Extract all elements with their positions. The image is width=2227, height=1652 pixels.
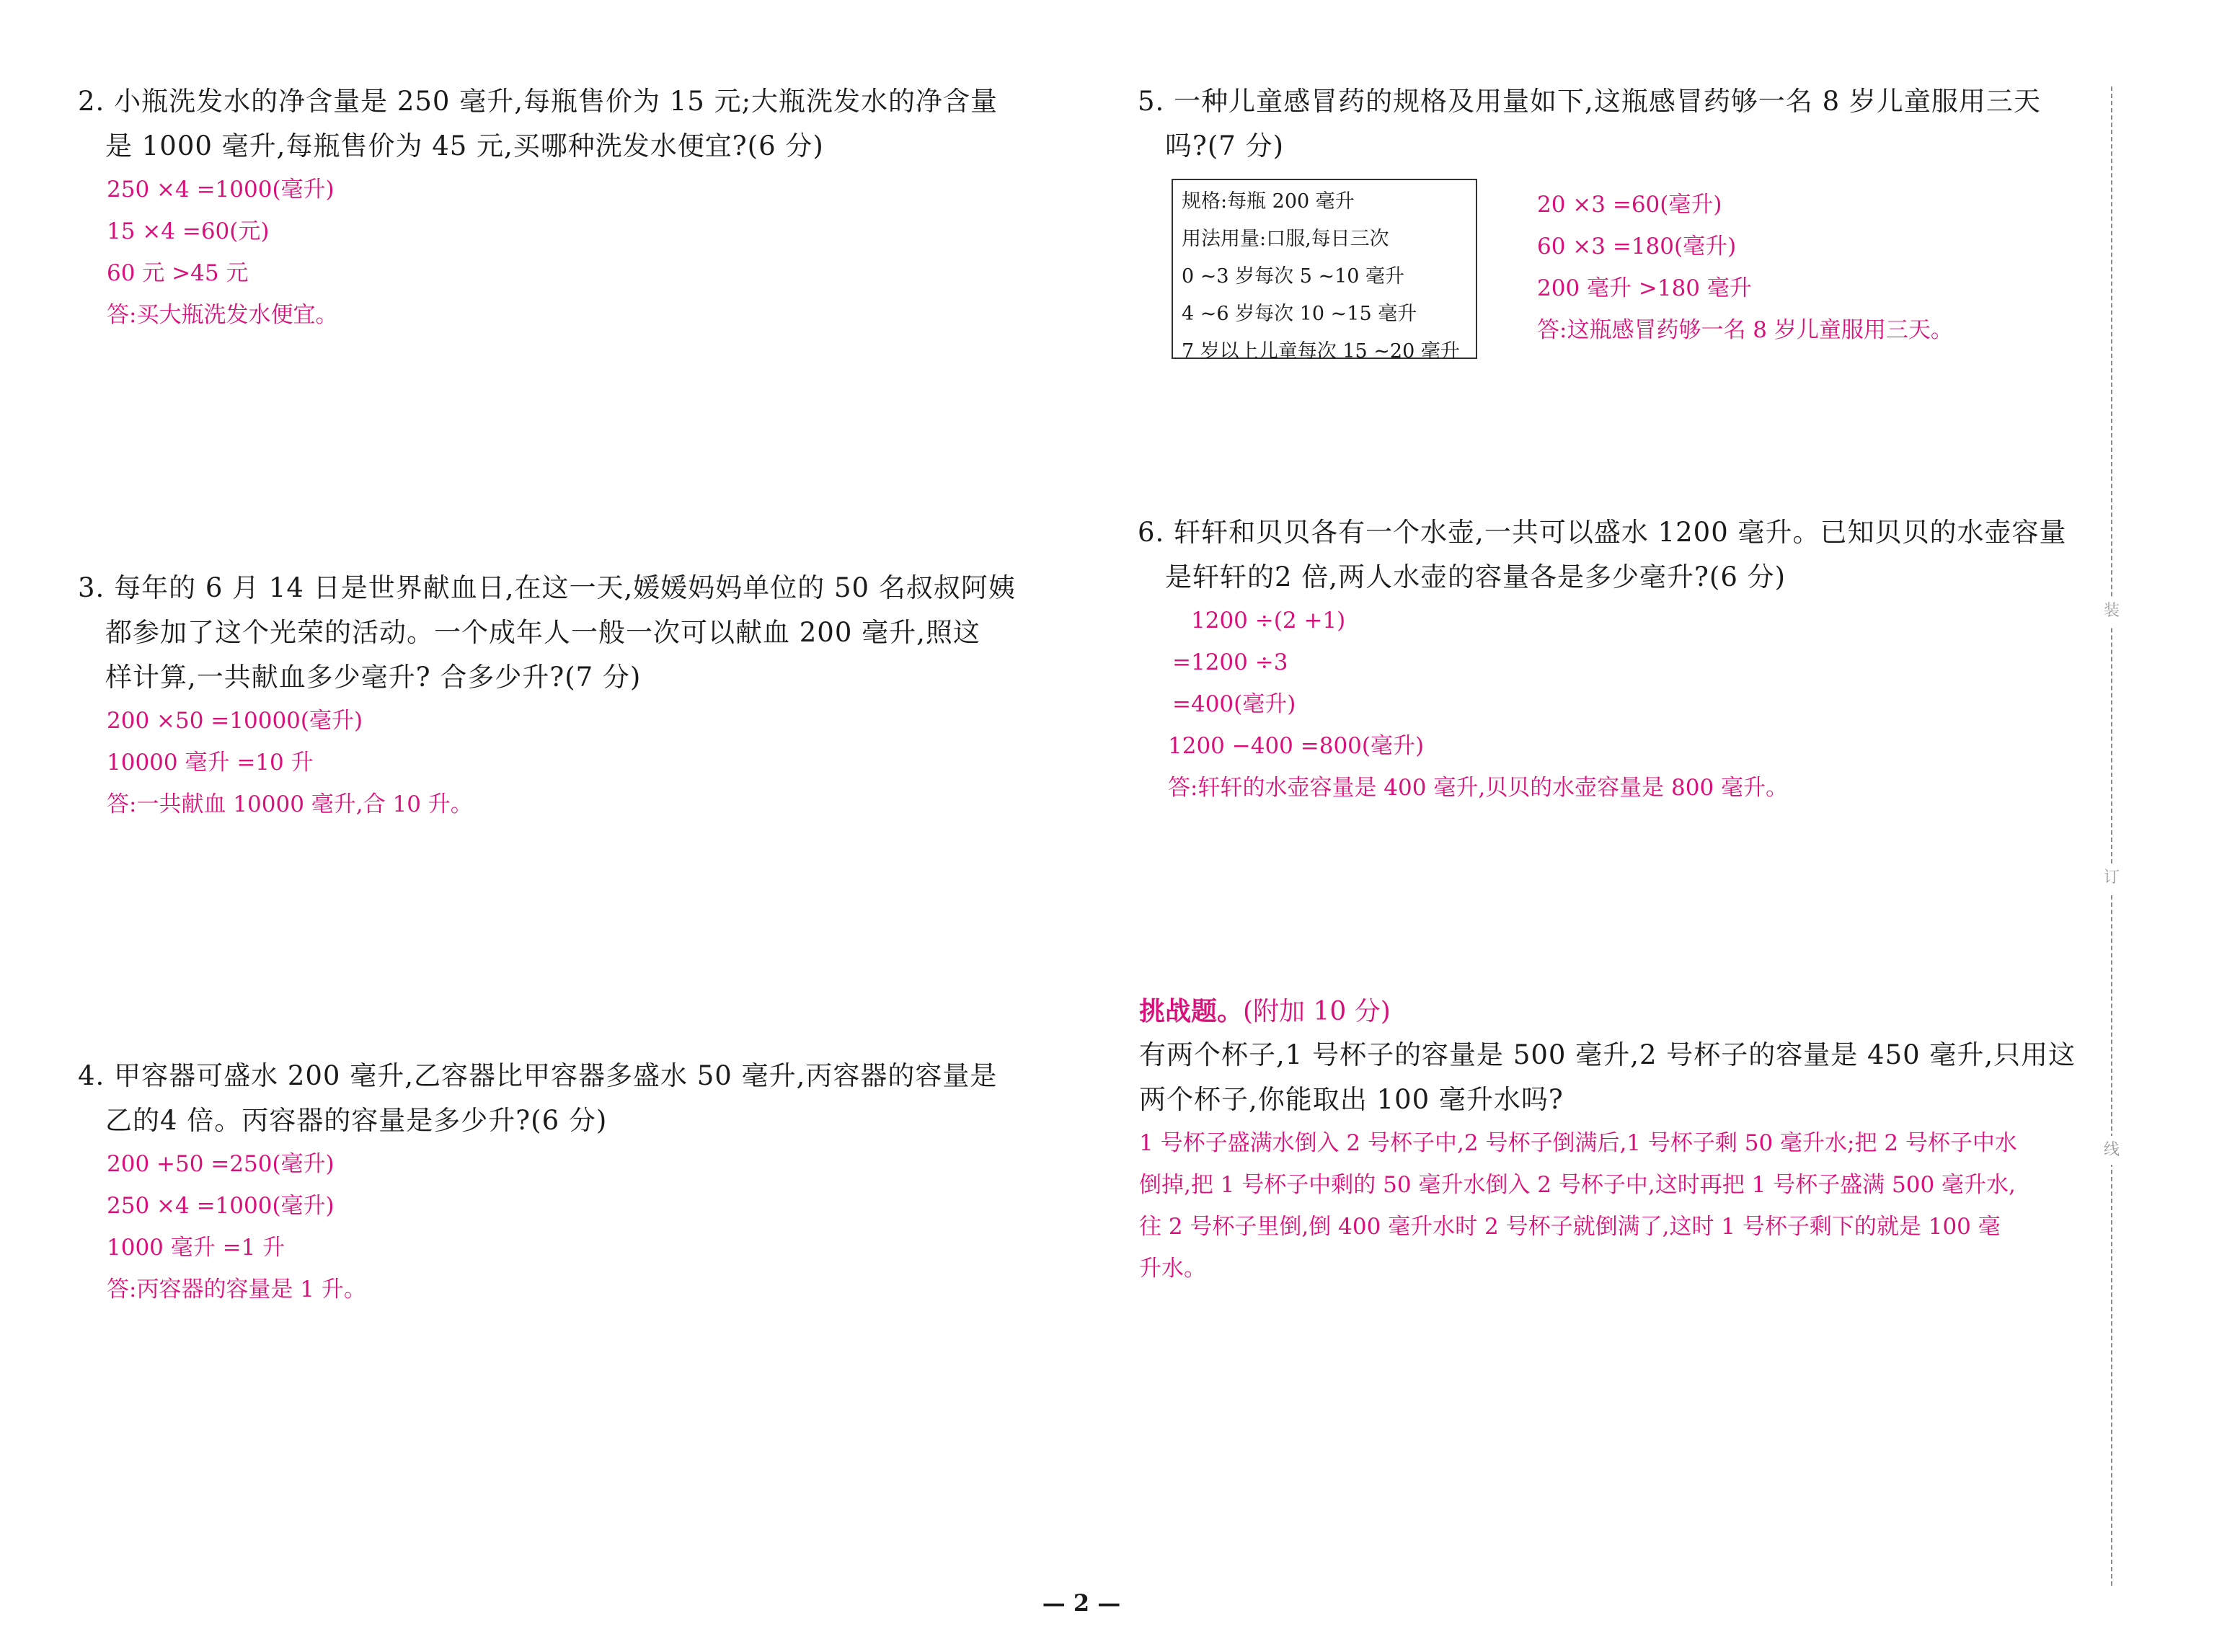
question-text: 3. 每年的 6 月 14 日是世界献血日,在这一天,媛媛妈妈单位的 50 名叔叔阿姨 [78, 572, 1016, 603]
question-text: 乙的4 倍。丙容器的容量是多少升?(6 分) [105, 1105, 608, 1136]
question-text: 6. 轩轩和贝贝各有一个水壶,一共可以盛水 1200 毫升。已知贝贝的水壶容量 [1138, 517, 2067, 548]
spec-line: 0 ~3 岁每次 5 ~10 毫升 [1182, 265, 1405, 288]
question-5 [1138, 79, 2041, 169]
answer-line: 250 ×4 =1000(毫升) [107, 177, 335, 203]
question-4 [78, 1054, 997, 1310]
challenge-points: (附加 10 分) [1243, 997, 1391, 1026]
answer-line: 1200 −400 =800(毫升) [1168, 733, 1425, 759]
question-text: 是 1000 毫升,每瓶售价为 45 元,买哪种洗发水便宜?(6 分) [105, 130, 824, 161]
challenge-question [1139, 991, 2076, 1289]
question-text: 都参加了这个光荣的活动。一个成年人一般一次可以献血 200 毫升,照这 [105, 617, 980, 648]
question-6 [1138, 510, 2067, 809]
answer-line: 答:这瓶感冒药够一名 8 岁儿童服用三天。 [1537, 317, 1953, 343]
binding-mark: 线 [2101, 1136, 2122, 1165]
spec-line: 4 ~6 岁每次 10 ~15 毫升 [1182, 303, 1417, 325]
answer-line: 往 2 号杯子里倒,倒 400 毫升水时 2 号杯子就倒满了,这时 1 号杯子剩下的就是 100 毫 [1139, 1214, 2001, 1240]
answer-line: 倒掉,把 1 号杯子中剩的 50 毫升水倒入 2 号杯子中,这时再把 1 号杯子盛满 500 毫升水, [1139, 1172, 2016, 1198]
spec-line: 7 岁以上儿童每次 15 ~20 毫升 [1182, 340, 1460, 363]
answer-line: =1200 ÷3 [1172, 649, 1288, 675]
answer-line: 10000 毫升 =10 升 [107, 750, 314, 776]
spec-line: 规格:每瓶 200 毫升 [1182, 190, 1355, 213]
binding-cut-line [2111, 86, 2112, 1586]
question-text: 吗?(7 分) [1165, 130, 1285, 161]
question-text: 样计算,一共献血多少毫升? 合多少升?(7 分) [105, 662, 642, 693]
question-5-answer [1537, 184, 1953, 351]
answer-line: 升水。 [1139, 1256, 1206, 1282]
answer-line: 15 ×4 =60(元) [107, 218, 270, 244]
answer-line: 答:丙容器的容量是 1 升。 [107, 1276, 366, 1302]
answer-line: 答:买大瓶洗发水便宜。 [107, 302, 338, 328]
spec-line: 用法用量:口服,每日三次 [1182, 228, 1389, 250]
answer-line: 200 ×50 =10000(毫升) [107, 708, 363, 734]
answer-line: 60 元 >45 元 [107, 260, 249, 286]
answer-line: 1 号杯子盛满水倒入 2 号杯子中,2 号杯子倒满后,1 号杯子剩 50 毫升水;把 2 号杯子中水 [1139, 1130, 2017, 1156]
binding-mark: 装 [2101, 597, 2122, 626]
answer-line: 60 ×3 =180(毫升) [1537, 234, 1737, 259]
answer-line: 200 毫升 >180 毫升 [1537, 275, 1752, 301]
answer-line: 1000 毫升 =1 升 [107, 1235, 285, 1261]
question-3 [78, 566, 1016, 825]
answer-line: =400(毫升) [1172, 691, 1296, 717]
answer-line: 1200 ÷(2 +1) [1191, 608, 1346, 634]
question-2 [78, 79, 998, 336]
question-text: 2. 小瓶洗发水的净含量是 250 毫升,每瓶售价为 15 元;大瓶洗发水的净含量 [78, 86, 999, 117]
question-text: 5. 一种儿童感冒药的规格及用量如下,这瓶感冒药够一名 8 岁儿童服用三天 [1138, 86, 2041, 117]
page-number: — 2 — [1042, 1589, 1121, 1617]
question-text: 有两个杯子,1 号杯子的容量是 500 毫升,2 号杯子的容量是 450 毫升,只用这 [1139, 1039, 2076, 1070]
answer-line: 答:轩轩的水壶容量是 400 毫升,贝贝的水壶容量是 800 毫升。 [1168, 775, 1789, 801]
binding-mark: 订 [2101, 863, 2122, 892]
answer-line: 200 +50 =250(毫升) [107, 1151, 335, 1177]
question-text: 是轩轩的2 倍,两人水壶的容量各是多少毫升?(6 分) [1165, 561, 1787, 592]
answer-line: 20 ×3 =60(毫升) [1537, 192, 1722, 218]
answer-line: 250 ×4 =1000(毫升) [107, 1193, 335, 1219]
challenge-title-text: 挑战题。 [1139, 997, 1244, 1026]
challenge-title [1139, 991, 2076, 1033]
question-text: 4. 甲容器可盛水 200 毫升,乙容器比甲容器多盛水 50 毫升,丙容器的容量是 [78, 1060, 998, 1091]
question-text: 两个杯子,你能取出 100 毫升水吗? [1139, 1084, 1564, 1115]
answer-line: 答:一共献血 10000 毫升,合 10 升。 [107, 791, 473, 817]
medicine-spec-box [1172, 179, 1477, 363]
